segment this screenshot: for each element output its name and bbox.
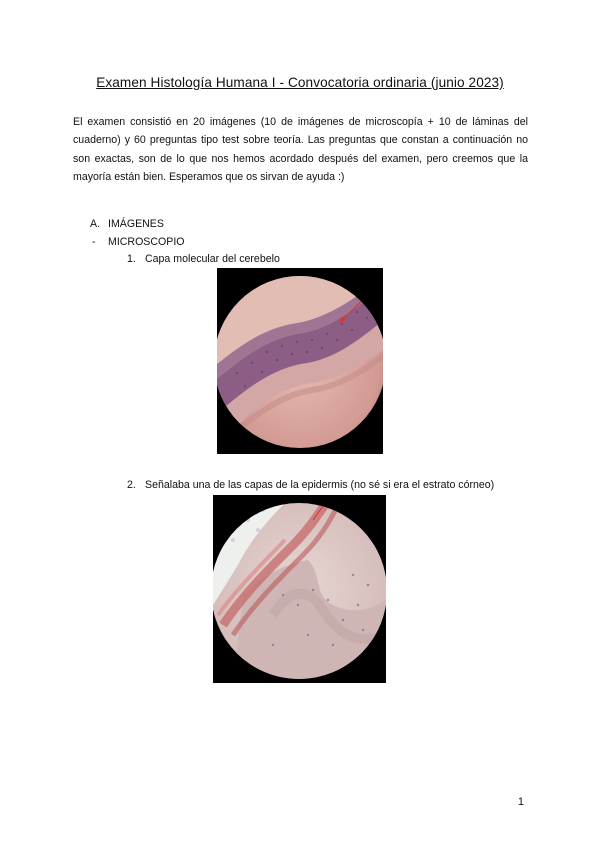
epidermis-micrograph [213,495,386,683]
section-a-heading: IMÁGENES [108,218,164,230]
cerebellum-micrograph [217,268,383,454]
subsection-marker: - [92,236,96,248]
document-title: Examen Histología Humana I - Convocatoria ordinaria (junio 2023) [96,75,504,90]
item-1-number: 1. [127,253,136,265]
intro-paragraph: El examen consistió en 20 imágenes (10 de imágenes de microscopía + 10 de láminas del cuaderno) y 60 preguntas tipo test sobre teoría. Las preguntas que constan a continuación no son exactas, son de lo que nos hemos acordado después del examen, pero creemos que la mayoría están bien. Esperamos que os sirvan de ayuda :) [73,116,528,183]
section-a-marker: A. [90,218,101,230]
subsection-heading: MICROSCOPIO [108,236,185,248]
page-number: 1 [517,796,524,808]
item-1-label: Capa molecular del cerebelo [145,253,280,265]
item-2-label: Señalaba una de las capas de la epidermis (no sé si era el estrato córneo) [145,479,495,491]
item-2-number: 2. [127,479,136,491]
